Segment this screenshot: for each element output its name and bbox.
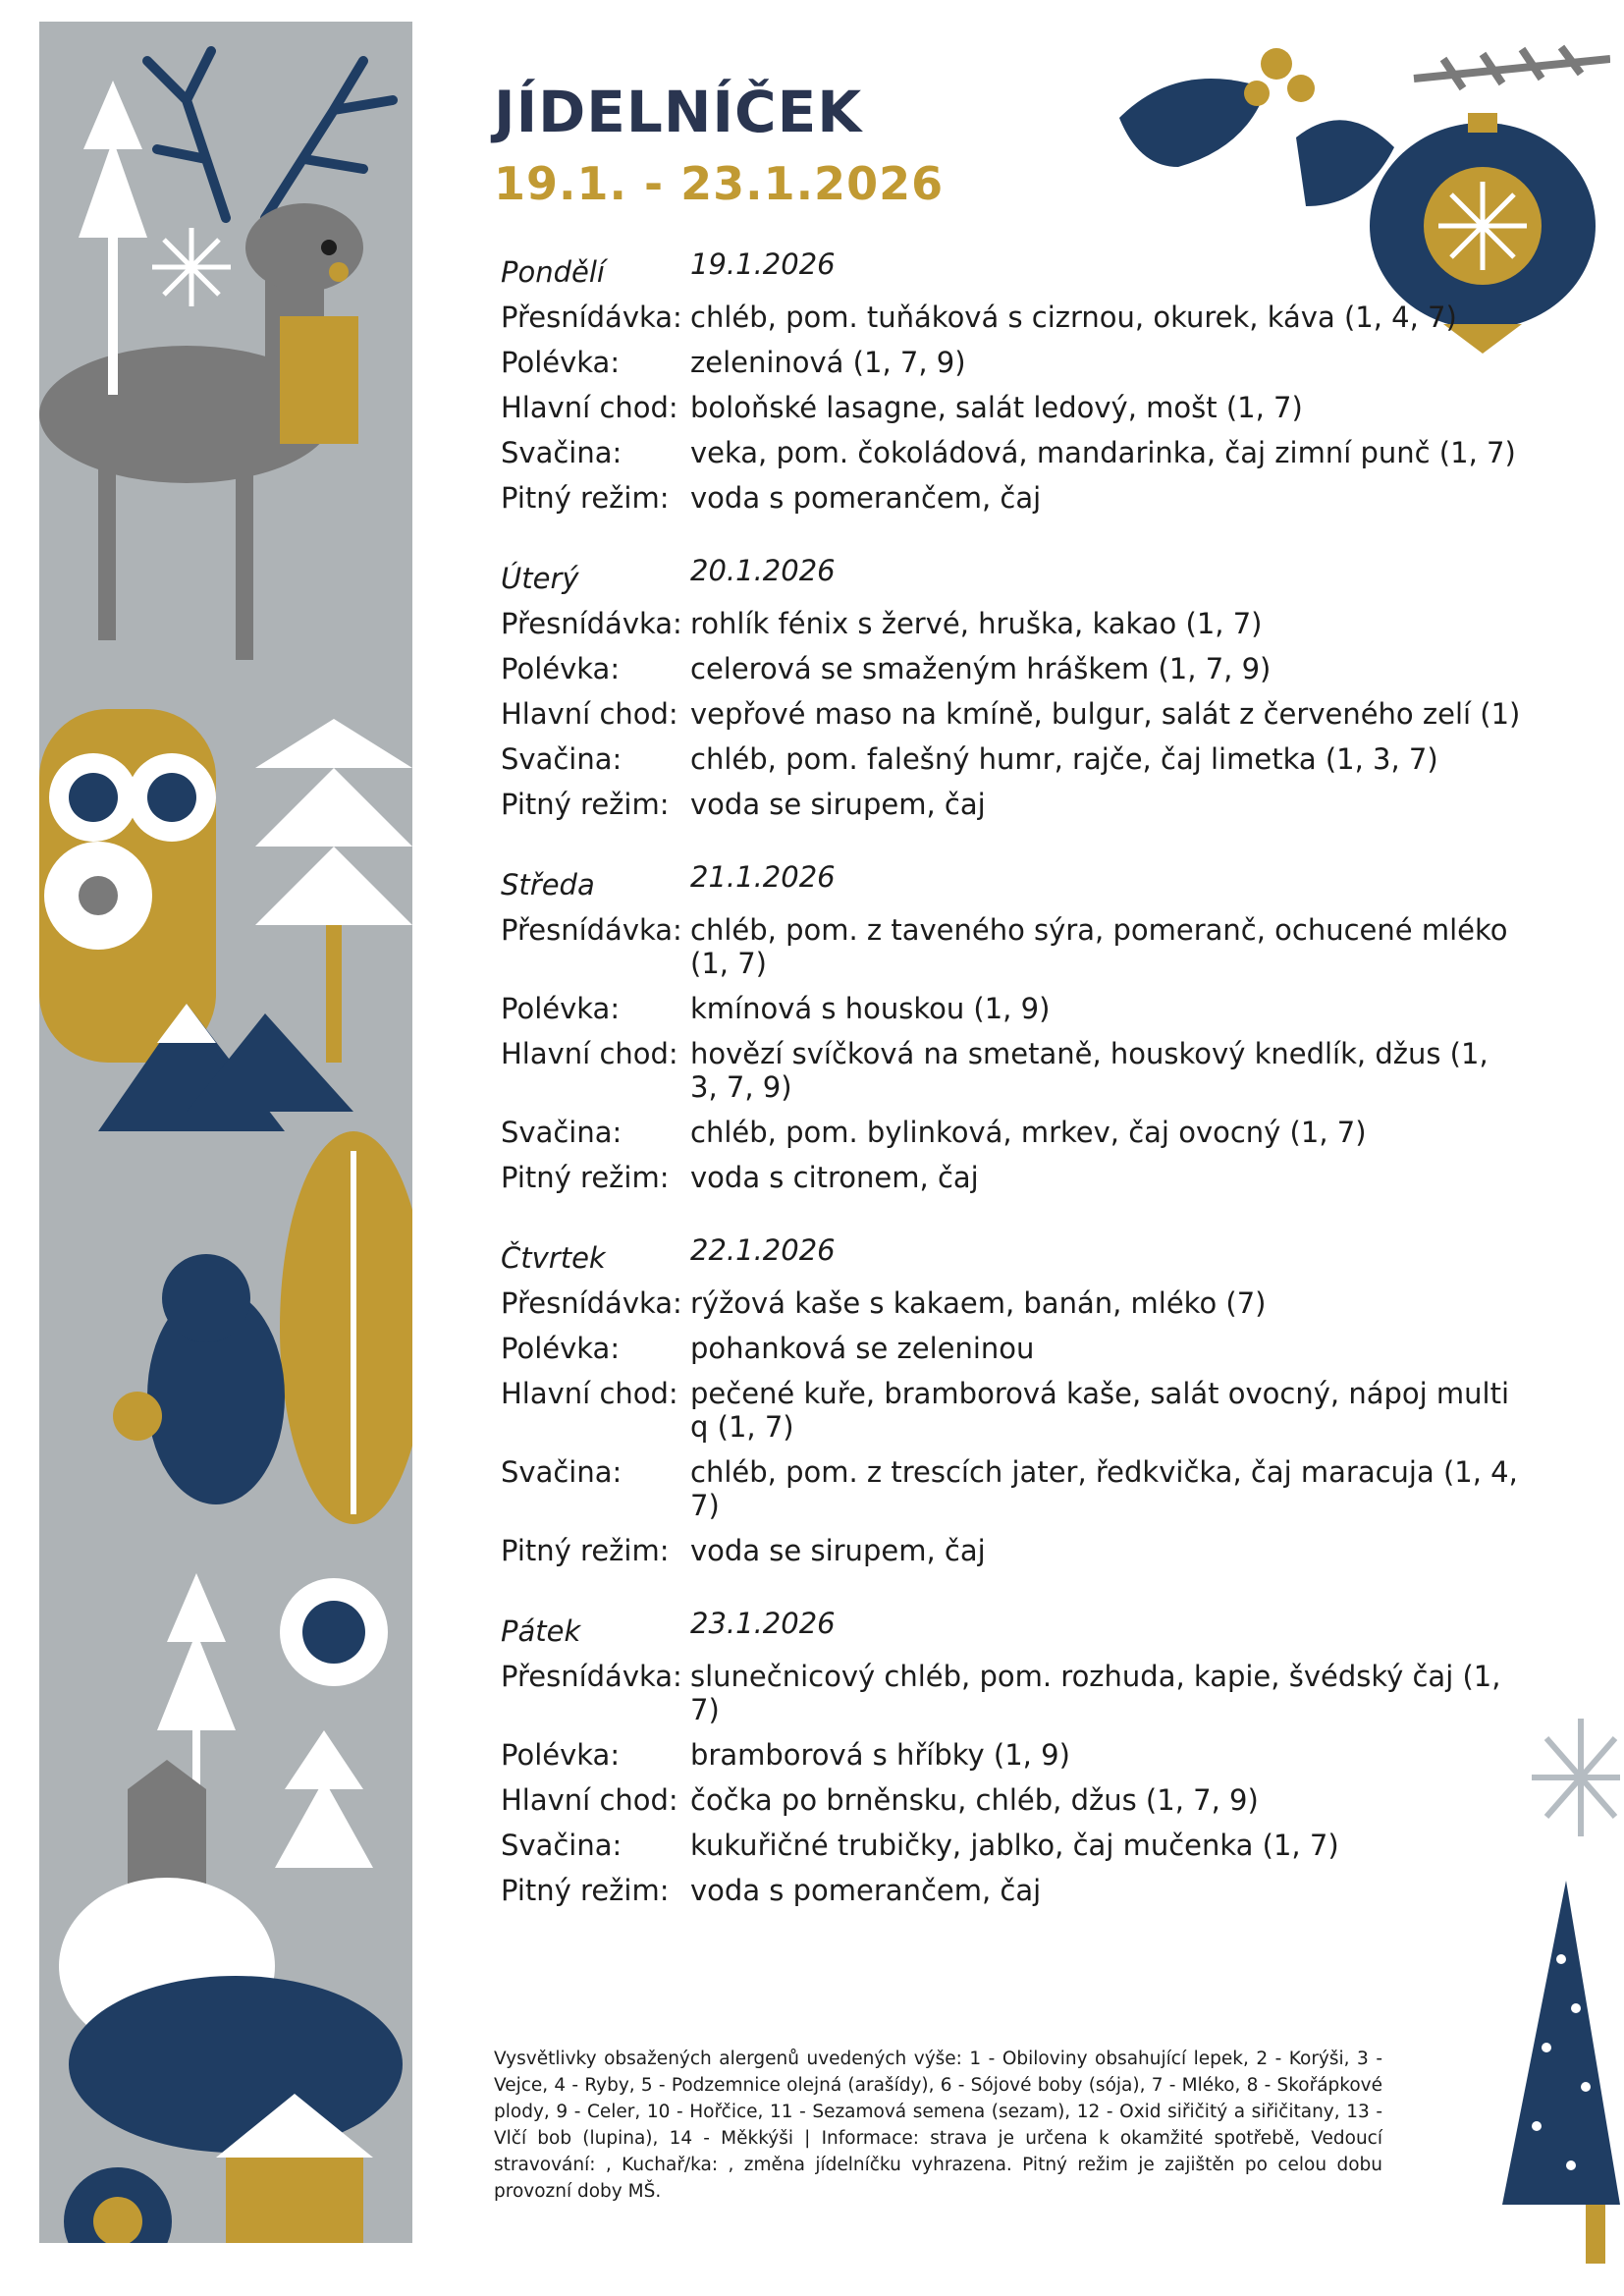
- day-block-wednesday: [501, 860, 1522, 1206]
- meal-row-snack: [501, 1829, 1522, 1862]
- meal-label: Přesnídávka:: [501, 1660, 682, 1693]
- ornament-icon: [280, 1578, 388, 1686]
- meal-value: pečené kuře, bramborová kaše, salát ovocný, nápoj multi q (1, 7): [690, 1377, 1510, 1444]
- meal-value: hovězí svíčková na smetaně, houskový knedlík, džus (1, 3, 7, 9): [690, 1037, 1489, 1104]
- meal-label: Svačina:: [501, 436, 623, 469]
- meal-label: Hlavní chod:: [501, 1377, 678, 1410]
- meal-value: bramborová s hříbky (1, 9): [690, 1738, 1070, 1772]
- day-block-thursday: [501, 1233, 1522, 1579]
- meal-value: chléb, pom. z taveného sýra, pomeranč, ochucené mléko (1, 7): [690, 913, 1508, 980]
- tree-icon: [255, 719, 412, 1063]
- day-date: 21.1.2026: [690, 860, 836, 894]
- pine-branch-icon: [1414, 47, 1610, 88]
- meal-value: slunečnicový chléb, pom. rozhuda, kapie, švédský čaj (1, 7): [690, 1660, 1501, 1726]
- meal-row-snack: [501, 1116, 1522, 1149]
- meal-label: Hlavní chod:: [501, 697, 678, 731]
- meal-row-soup: [501, 346, 1522, 379]
- meal-value: čočka po brněnsku, chléb, džus (1, 7, 9): [690, 1783, 1259, 1817]
- tree-icon: [1502, 1881, 1620, 2264]
- meal-row-main: [501, 1377, 1522, 1444]
- meal-label: Přesnídávka:: [501, 301, 682, 334]
- ornament-icon: [64, 2167, 172, 2243]
- meal-row-soup: [501, 1738, 1522, 1772]
- meal-value: veka, pom. čokoládová, mandarinka, čaj zimní punč (1, 7): [690, 436, 1516, 469]
- meal-row-drinks: [501, 1534, 1522, 1567]
- meal-row-drinks: [501, 481, 1522, 515]
- meal-value: chléb, pom. z trescích jater, ředkvička, čaj maracuja (1, 4, 7): [690, 1455, 1518, 1522]
- meal-row-main: [501, 1037, 1522, 1104]
- tree-icon: [79, 81, 147, 395]
- meal-value: chléb, pom. tuňáková s cizrnou, okurek, káva (1, 4, 7): [690, 301, 1457, 334]
- meal-value: zeleninová (1, 7, 9): [690, 346, 966, 379]
- meal-label: Pitný režim:: [501, 788, 670, 821]
- tree-decoration: [1492, 1881, 1620, 2264]
- snowflake-icon: [152, 228, 231, 306]
- meal-value: chléb, pom. falešný humr, rajče, čaj limetka (1, 3, 7): [690, 742, 1438, 776]
- day-name: Úterý: [501, 562, 579, 595]
- day-name: Čtvrtek: [501, 1241, 606, 1275]
- allergen-legend: Vysvětlivky obsažených alergenů uvedených výše: 1 - Obiloviny obsahující lepek, 2 - Korýši, 3 - Vejce, 4 - Ryby, 5 - Podzemnice olejná (arašídy), 6 - Sójové boby (sója), 7 - Mléko, 8 - Skořápkové plody, 9 - Celer, 10 - Hořčice, 11 - Sezamová semena (sezam), 12 - Oxid siřičitý a siřičitany, 13 - Vlčí bob (lupina), 14 - Měkkýši | Informace: strava je určena k okamžité spotřebě, Vedoucí stravování: , Kuchař/ka: , změna jídelníčku vyhrazena. Pitný režim je zajištěn po celou dobu provozní doby MŠ.: [494, 2049, 1382, 2202]
- day-name: Středa: [501, 868, 595, 902]
- meal-value: rohlík fénix s žervé, hruška, kakao (1, 7): [690, 607, 1263, 640]
- day-name: Pátek: [501, 1614, 581, 1648]
- meal-row-snack: [501, 742, 1522, 776]
- meal-label: Přesnídávka:: [501, 913, 682, 947]
- meal-value: vepřové maso na kmíně, bulgur, salát z červeného zelí (1): [690, 697, 1521, 731]
- day-date: 19.1.2026: [690, 247, 836, 281]
- meal-value: voda s pomerančem, čaj: [690, 1874, 1042, 1907]
- day-block-friday: [501, 1607, 1522, 1919]
- winter-illustration: [39, 22, 412, 2243]
- week-date-range: 19.1. - 23.1.2026: [494, 157, 945, 210]
- meal-value: voda se sirupem, čaj: [690, 788, 986, 821]
- day-date: 20.1.2026: [690, 554, 836, 587]
- meal-row-drinks: [501, 1874, 1522, 1907]
- meal-value: voda s citronem, čaj: [690, 1161, 979, 1194]
- meal-label: Polévka:: [501, 1738, 621, 1772]
- meal-value: kmínová s houskou (1, 9): [690, 992, 1051, 1025]
- day-name: Pondělí: [501, 255, 605, 289]
- day-date: 22.1.2026: [690, 1233, 836, 1267]
- meal-value: celerová se smaženým hráškem (1, 7, 9): [690, 652, 1272, 685]
- meal-row-soup: [501, 992, 1522, 1025]
- meal-value: boloňské lasagne, salát ledový, mošt (1, 7): [690, 391, 1303, 424]
- meal-row-breakfast: [501, 913, 1522, 980]
- meal-label: Přesnídávka:: [501, 1286, 682, 1320]
- meal-value: rýžová kaše s kakaem, banán, mléko (7): [690, 1286, 1267, 1320]
- holly-icon: [1119, 48, 1394, 206]
- day-block-monday: [501, 247, 1522, 526]
- meal-row-breakfast: [501, 301, 1522, 334]
- day-block-tuesday: [501, 554, 1522, 833]
- meal-label: Svačina:: [501, 1116, 623, 1149]
- meal-value: pohanková se zeleninou: [690, 1332, 1035, 1365]
- meal-label: Pitný režim:: [501, 481, 670, 515]
- meal-row-drinks: [501, 788, 1522, 821]
- meal-row-drinks: [501, 1161, 1522, 1194]
- fox-icon: [59, 1760, 403, 2153]
- squirrel-icon: [113, 1254, 285, 1504]
- meal-row-breakfast: [501, 1660, 1522, 1726]
- meal-row-breakfast: [501, 607, 1522, 640]
- meal-value: chléb, pom. bylinková, mrkev, čaj ovocný (1, 7): [690, 1116, 1367, 1149]
- meal-label: Polévka:: [501, 1332, 621, 1365]
- meal-label: Polévka:: [501, 992, 621, 1025]
- meal-row-snack: [501, 436, 1522, 469]
- meal-row-main: [501, 1783, 1522, 1817]
- meal-row-snack: [501, 1455, 1522, 1522]
- meal-label: Polévka:: [501, 652, 621, 685]
- decorative-winter-band: [39, 22, 412, 2243]
- meal-label: Pitný režim:: [501, 1161, 670, 1194]
- deer-icon: [39, 203, 363, 660]
- meal-value: kukuřičné trubičky, jablko, čaj mučenka (1, 7): [690, 1829, 1339, 1862]
- meal-label: Pitný režim:: [501, 1874, 670, 1907]
- meal-label: Hlavní chod:: [501, 391, 678, 424]
- meal-label: Hlavní chod:: [501, 1783, 678, 1817]
- meal-value: voda s pomerančem, čaj: [690, 481, 1042, 515]
- meal-row-main: [501, 697, 1522, 731]
- meal-label: Svačina:: [501, 1455, 623, 1489]
- meal-label: Přesnídávka:: [501, 607, 682, 640]
- meal-label: Svačina:: [501, 742, 623, 776]
- meal-label: Hlavní chod:: [501, 1037, 678, 1070]
- snowflake-decoration: [1522, 1709, 1620, 1846]
- leaf-icon: [280, 1131, 412, 1524]
- meal-label: Pitný režim:: [501, 1534, 670, 1567]
- meal-row-soup: [501, 1332, 1522, 1365]
- meal-label: Polévka:: [501, 346, 621, 379]
- meal-row-main: [501, 391, 1522, 424]
- meal-value: voda se sirupem, čaj: [690, 1534, 986, 1567]
- meal-row-breakfast: [501, 1286, 1522, 1320]
- snowflake-icon: [1532, 1719, 1620, 1836]
- meal-row-soup: [501, 652, 1522, 685]
- day-date: 23.1.2026: [690, 1607, 836, 1640]
- meal-label: Svačina:: [501, 1829, 623, 1862]
- page-title: JÍDELNÍČEK: [494, 79, 863, 145]
